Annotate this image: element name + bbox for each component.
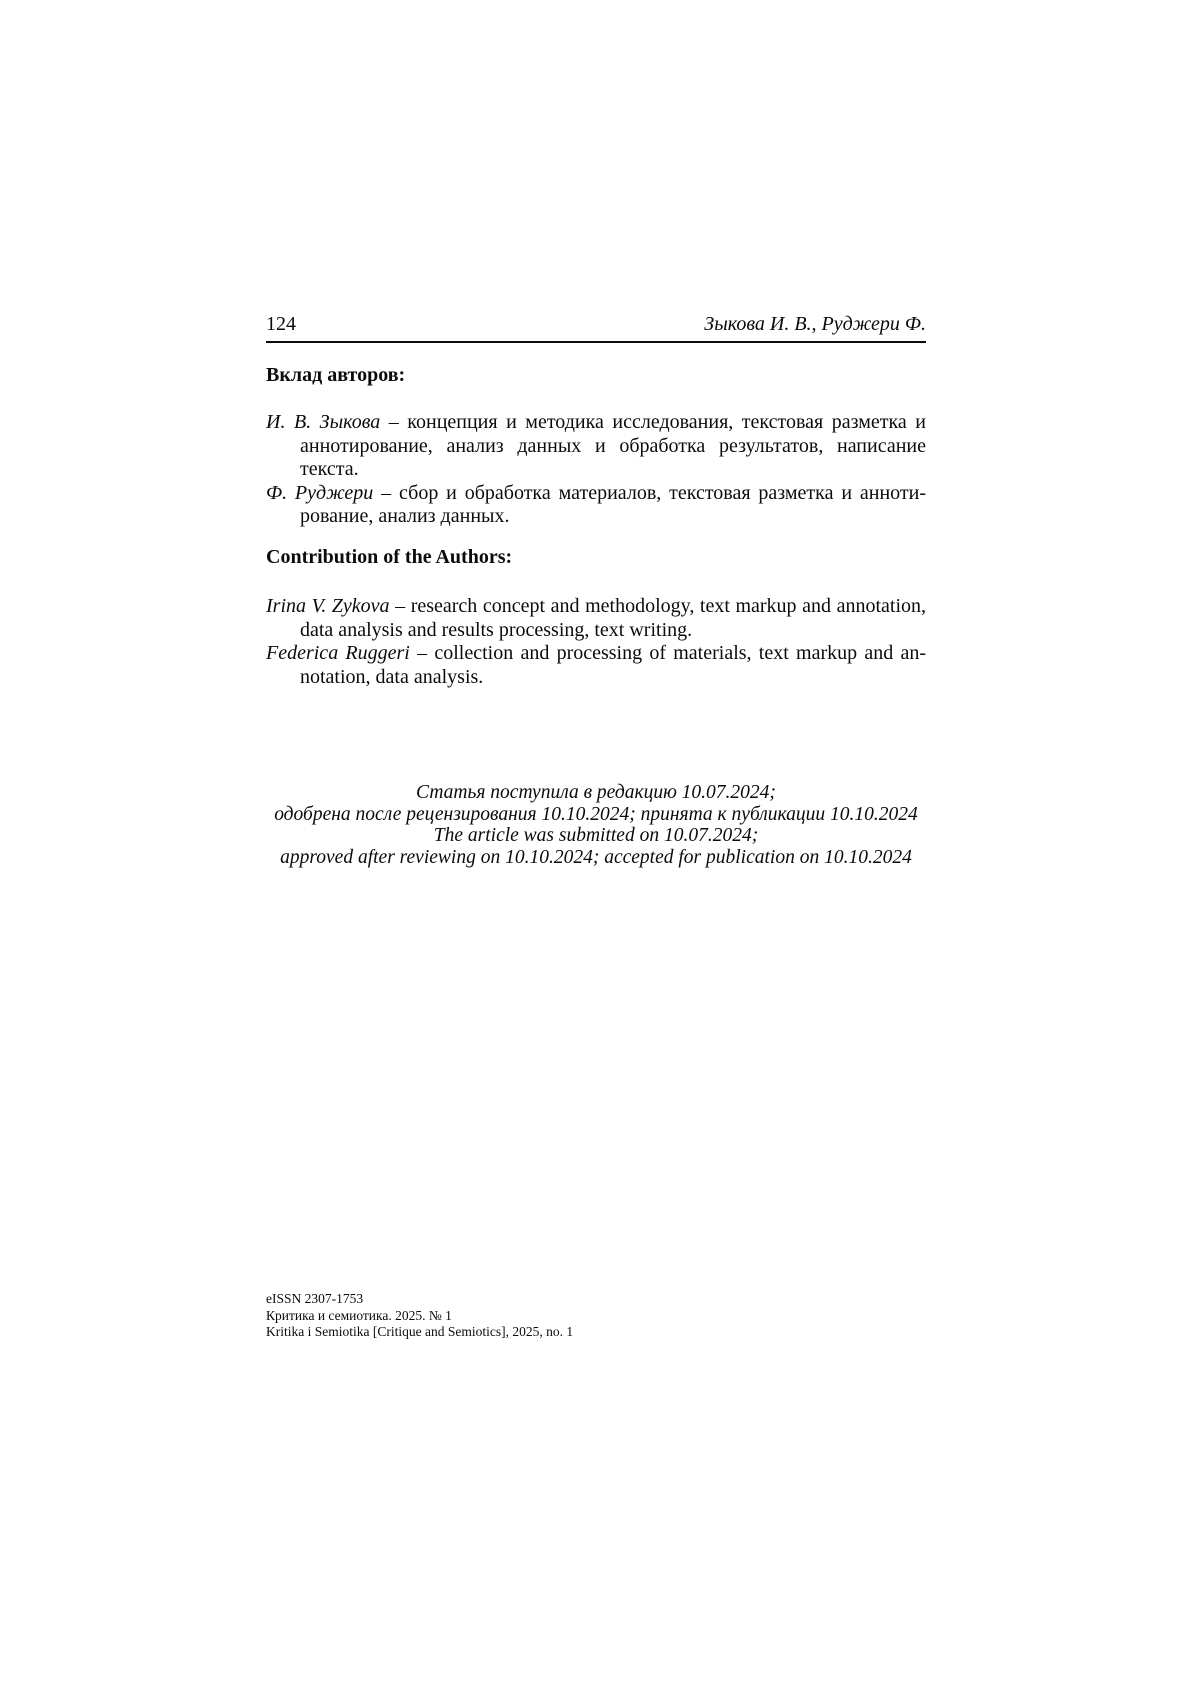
author-name: Irina V. Zykova [266, 595, 390, 617]
contribution-item [266, 411, 926, 482]
date-line: The article was submitted on 10.07.2024; [433, 825, 759, 846]
contribution-list-ru [266, 411, 926, 529]
running-title: Зыкова И. В., Руджери Ф. [704, 313, 926, 335]
section-contribution-en [266, 545, 926, 689]
contribution-text: – сбор и обработка материалов, текстовая разметка и аннотирование, анализ данных. [300, 481, 927, 527]
date-line: Статья поступила в редакцию 10.07.2024; [416, 782, 776, 803]
contribution-text: – collection and processing of materials, text markup and annotation, data analysis. [300, 642, 927, 688]
contribution-item [266, 595, 926, 642]
footer-journal-en: Kritika i Semiotika [Critique and Semiotics], 2025, no. 1 [266, 1324, 574, 1339]
section-heading-ru: Вклад авторов: [266, 364, 406, 386]
contribution-item [266, 482, 926, 529]
contribution-item [266, 642, 926, 689]
author-name: Ф. Руджери [266, 481, 374, 504]
page-header [266, 312, 926, 343]
section-contribution-ru [266, 363, 926, 529]
page-footer [266, 1291, 926, 1341]
contribution-list-en [266, 595, 926, 689]
date-line: одобрена после рецензирования 10.10.2024; принята к публикации 10.10.2024 [274, 803, 918, 825]
author-name: И. В. Зыкова [266, 411, 381, 433]
footer-eissn: eISSN 2307-1753 [266, 1291, 364, 1306]
author-name: Federica Ruggeri [266, 642, 410, 664]
footer-journal-ru: Критика и семиотика. 2025. № 1 [266, 1307, 452, 1323]
section-heading-en: Contribution of the Authors: [266, 546, 513, 568]
contribution-text: – концепция и методика исследования, текстовая разметка и аннотирование, анализ данных и обработка результатов, написание текста. [300, 411, 927, 480]
page-number: 124 [266, 313, 296, 335]
date-line: approved after reviewing on 10.10.2024; accepted for publication on 10.10.2024 [280, 846, 912, 868]
article-dates-block [266, 782, 926, 868]
contribution-text: – research concept and methodology, text markup and annotation, data analysis and results processing, text writing. [300, 595, 927, 641]
